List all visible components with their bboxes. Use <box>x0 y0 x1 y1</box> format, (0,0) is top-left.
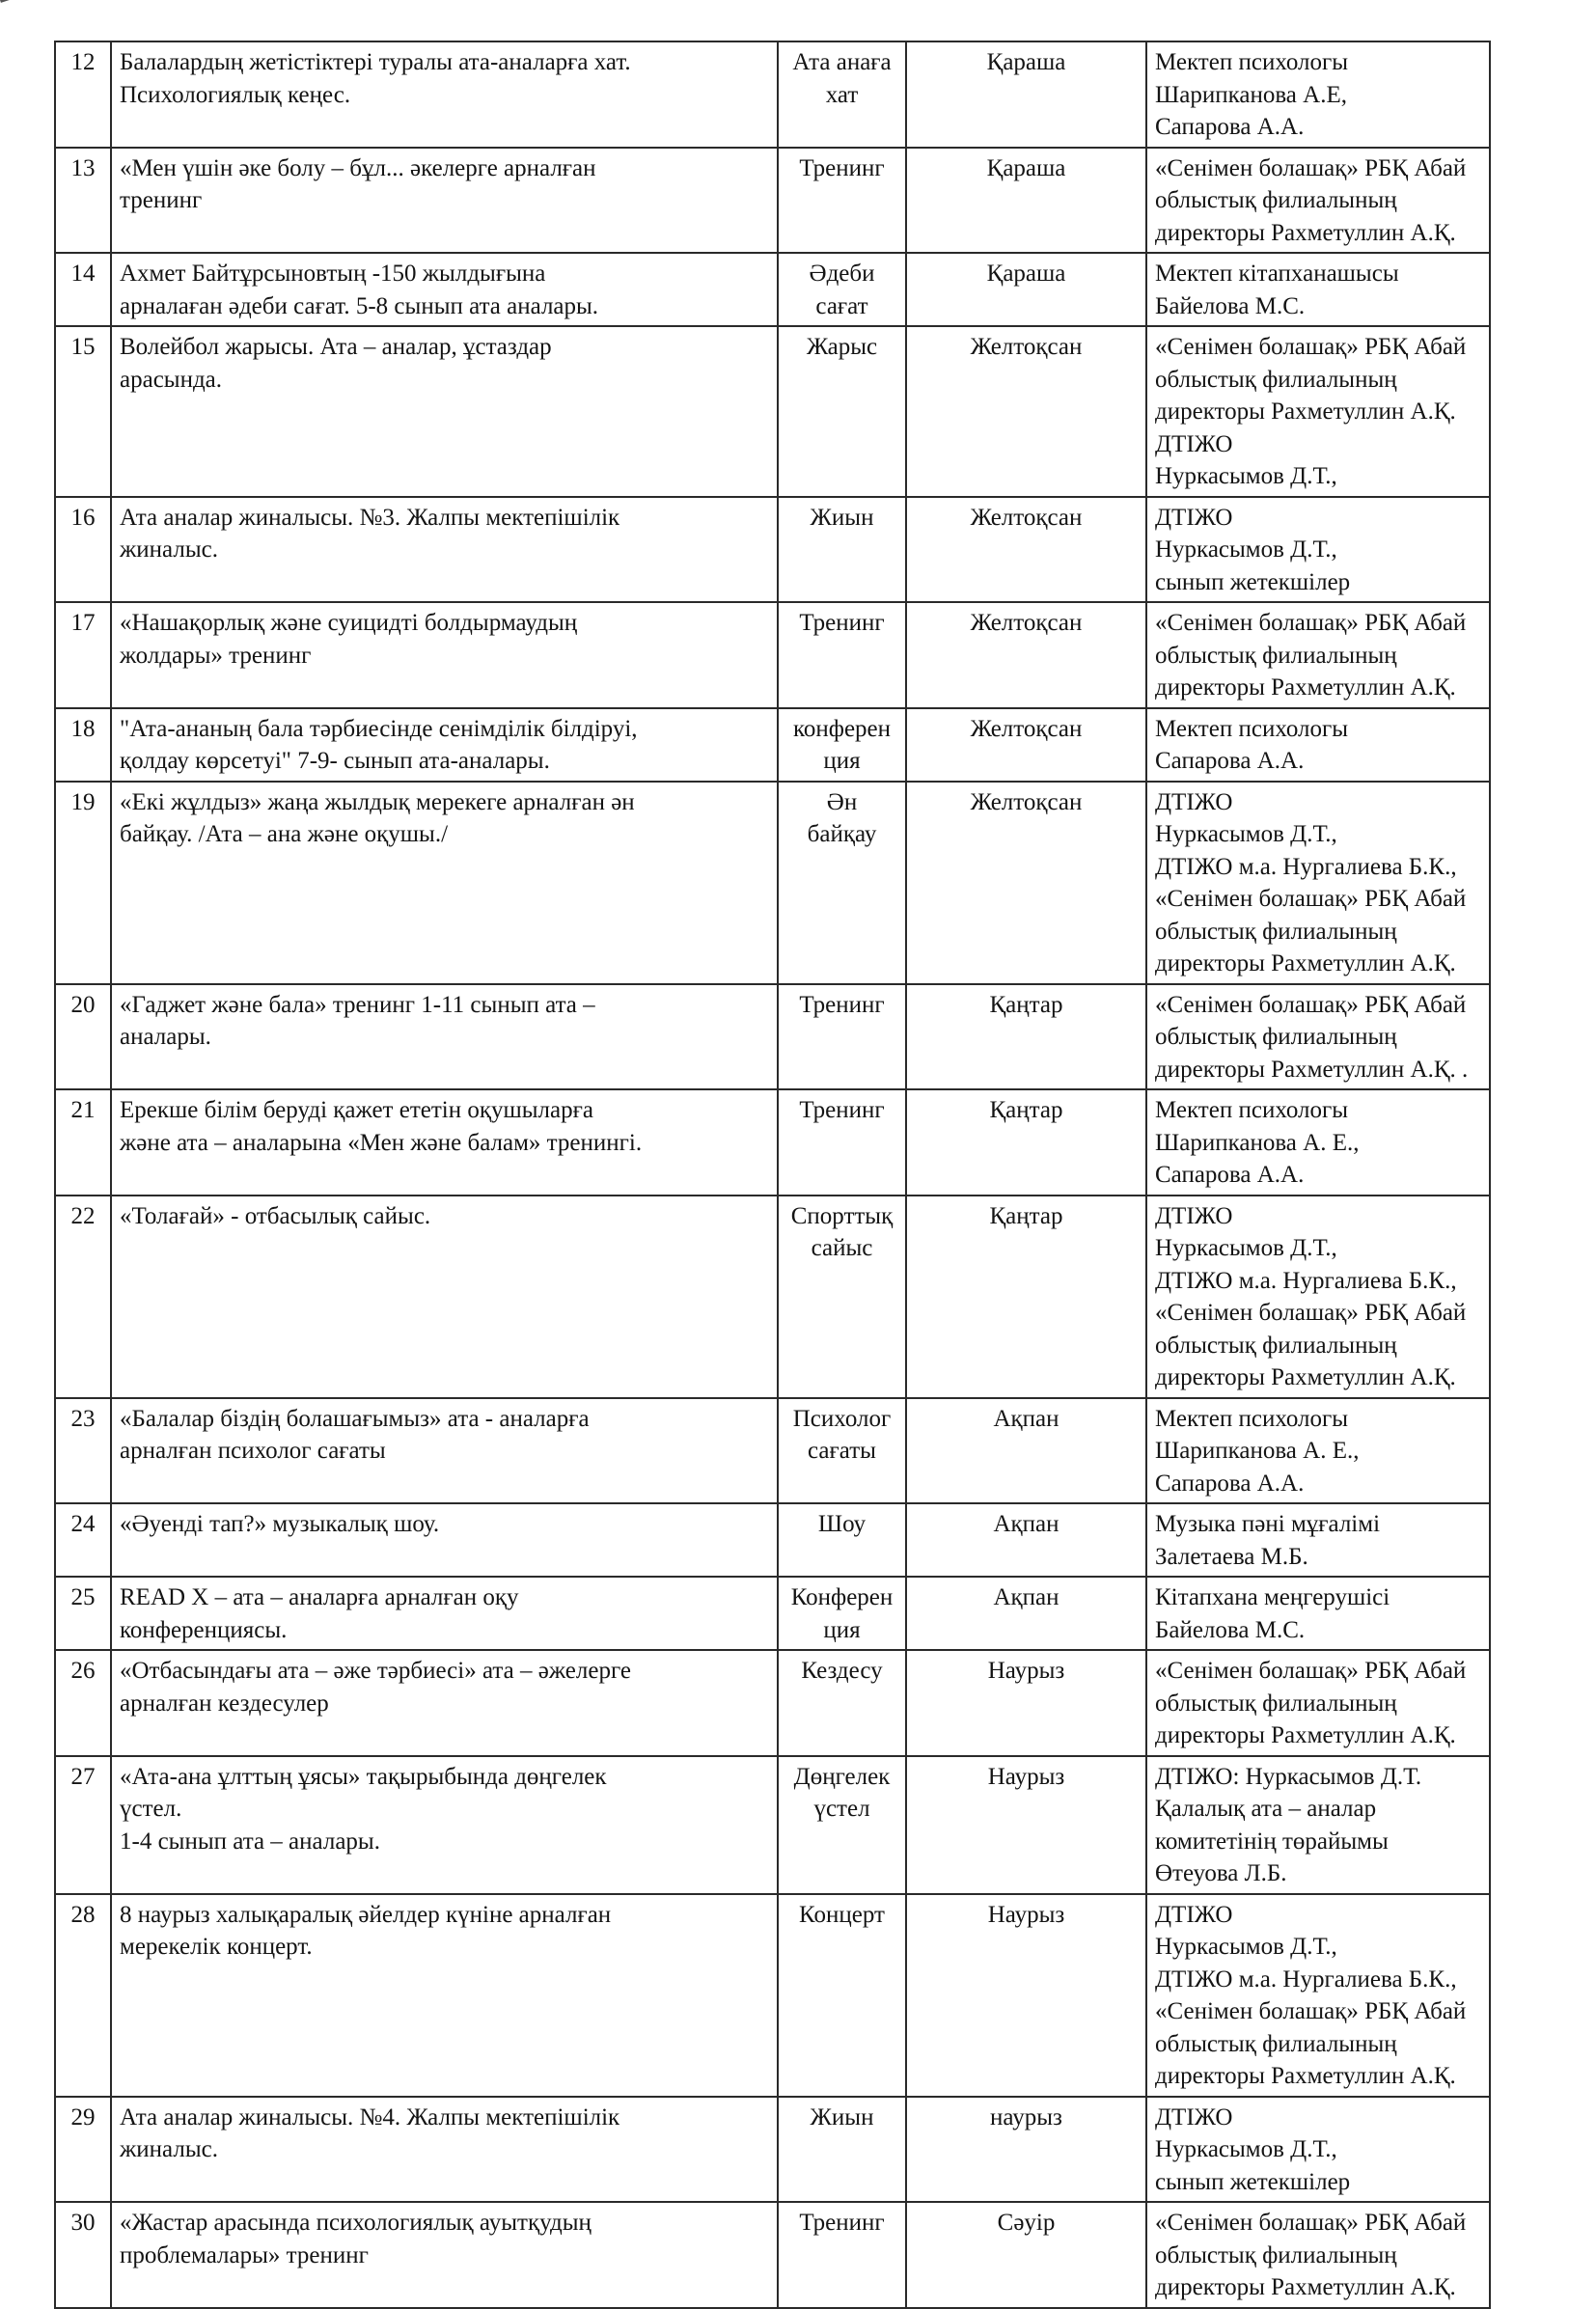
resp-line: ДТІЖО <box>1155 1202 1233 1229</box>
table-row <box>55 782 1490 984</box>
event-form <box>778 148 906 254</box>
row-number: 19 <box>55 782 111 984</box>
resp-line: Байелова М.С. <box>1155 1616 1306 1643</box>
desc-line: жиналыс. <box>120 2136 218 2162</box>
resp-line: облыстық филиалының <box>1155 1332 1397 1359</box>
event-responsible <box>1146 782 1490 984</box>
event-form <box>778 1650 906 1756</box>
resp-line: облыстық филиалының <box>1155 918 1397 945</box>
event-responsible <box>1146 1650 1490 1756</box>
resp-line: Мектеп психологы <box>1155 1405 1349 1432</box>
form-line: Шоу <box>817 1511 867 1537</box>
desc-line: «Екі жұлдыз» жаңа жылдық мерекеге арналған ән <box>120 788 635 815</box>
resp-line: облыстық филиалының <box>1155 366 1397 393</box>
resp-line: сынып жетекшілер <box>1155 568 1351 595</box>
event-month: Ақпан <box>906 1398 1146 1504</box>
event-responsible <box>1146 1503 1490 1577</box>
resp-line: Нуркасымов Д.Т., <box>1155 2136 1337 2162</box>
desc-line: «Әуенді тап?» музыкалық шоу. <box>120 1511 440 1537</box>
event-description <box>111 984 778 1090</box>
table-row <box>55 1398 1490 1504</box>
event-month: Желтоқсан <box>906 326 1146 497</box>
form-line: хат <box>825 81 859 108</box>
resp-line: директоры Рахметуллин А.Қ. <box>1155 1364 1456 1390</box>
resp-line: директоры Рахметуллин А.Қ. <box>1155 219 1456 246</box>
desc-line: «Балалар біздің болашағымыз» ата - аналарға <box>120 1405 590 1432</box>
resp-line: Нуркасымов Д.Т., <box>1155 1934 1337 1960</box>
resp-line: Өтеуова Л.Б. <box>1155 1860 1287 1886</box>
table-row <box>55 2097 1490 2203</box>
resp-line: облыстық филиалының <box>1155 2030 1397 2057</box>
resp-line: директоры Рахметуллин А.Қ. . <box>1155 1056 1469 1083</box>
events-plan-body <box>55 41 1490 2308</box>
resp-line: Кітапхана меңгерушісі <box>1155 1584 1390 1610</box>
form-line: Тренинг <box>799 2210 885 2236</box>
event-form <box>778 497 906 603</box>
desc-line: арналаған әдеби сағат. 5-8 сынып ата аналары. <box>120 292 599 319</box>
resp-line: Нуркасымов Д.Т., <box>1155 463 1337 489</box>
resp-line: «Сенімен болашақ» РБҚ Абай <box>1155 1998 1467 2024</box>
resp-line: Залетаева М.Б. <box>1155 1543 1308 1570</box>
resp-line: ДТІЖО <box>1155 788 1233 815</box>
table-row <box>55 1650 1490 1756</box>
event-form <box>778 1894 906 2097</box>
event-form <box>778 41 906 148</box>
table-row <box>55 326 1490 497</box>
form-line: Концерт <box>799 1901 885 1928</box>
event-month: Қаңтар <box>906 1196 1146 1398</box>
desc-line: аналары. <box>120 1024 211 1050</box>
event-description <box>111 2097 778 2203</box>
event-month: Желтоқсан <box>906 497 1146 603</box>
resp-line: Сапарова А.А. <box>1155 114 1305 140</box>
form-line: Психолог <box>792 1405 892 1432</box>
table-row <box>55 708 1490 782</box>
resp-line: «Сенімен болашақ» РБҚ Абай <box>1155 886 1467 912</box>
event-responsible <box>1146 253 1490 326</box>
resp-line: сынып жетекшілер <box>1155 2168 1351 2195</box>
desc-line: жолдары» тренинг <box>120 642 312 669</box>
table-row <box>55 1196 1490 1398</box>
desc-line: арасында. <box>120 366 223 393</box>
event-description <box>111 2202 778 2308</box>
event-responsible <box>1146 41 1490 148</box>
resp-line: ДТІЖО <box>1155 504 1233 531</box>
event-description <box>111 1089 778 1196</box>
event-form <box>778 326 906 497</box>
event-month: Наурыз <box>906 1650 1146 1756</box>
row-number: 30 <box>55 2202 111 2308</box>
event-description <box>111 602 778 708</box>
resp-line: Нуркасымов Д.Т., <box>1155 821 1337 847</box>
event-responsible <box>1146 326 1490 497</box>
resp-line: ДТІЖО <box>1155 2103 1233 2130</box>
desc-line: Волейбол жарысы. Ата – аналар, ұстаздар <box>120 334 552 360</box>
row-number: 12 <box>55 41 111 148</box>
resp-line: «Сенімен болашақ» РБҚ Абай <box>1155 991 1467 1018</box>
desc-line: «Ата-ана ұлттың ұясы» тақырыбында дөңгелек <box>120 1763 607 1790</box>
desc-line: «Гаджет және бала» тренинг 1-11 сынып ата – <box>120 991 595 1018</box>
desc-line: Ата аналар жиналысы. №3. Жалпы мектепішілік <box>120 504 620 531</box>
resp-line: облыстық филиалының <box>1155 2241 1397 2268</box>
desc-line: арналған психолог сағаты <box>120 1438 386 1464</box>
table-row <box>55 253 1490 326</box>
form-line: Кездесу <box>801 1658 883 1684</box>
event-description <box>111 41 778 148</box>
event-responsible <box>1146 602 1490 708</box>
resp-line: Шарипканова А.Е, <box>1155 81 1347 108</box>
table-row <box>55 602 1490 708</box>
desc-line: конференциясы. <box>120 1616 288 1643</box>
resp-line: ДТІЖО м.а. Нургалиева Б.К., <box>1155 1267 1457 1294</box>
desc-line: Психологиялық кеңес. <box>120 81 351 108</box>
row-number: 16 <box>55 497 111 603</box>
row-number: 15 <box>55 326 111 497</box>
event-responsible <box>1146 1577 1490 1650</box>
form-line: Ата анаға <box>792 49 892 75</box>
event-description <box>111 1894 778 2097</box>
form-line: Жиын <box>810 504 874 531</box>
event-responsible <box>1146 1089 1490 1196</box>
row-number: 25 <box>55 1577 111 1650</box>
event-responsible <box>1146 708 1490 782</box>
event-responsible <box>1146 2097 1490 2203</box>
event-form <box>778 1577 906 1650</box>
resp-line: Нуркасымов Д.Т., <box>1155 536 1337 563</box>
resp-line: ДТІЖО: Нуркасымов Д.Т. <box>1155 1763 1422 1790</box>
row-number: 20 <box>55 984 111 1090</box>
resp-line: «Сенімен болашақ» РБҚ Абай <box>1155 610 1467 636</box>
form-line: Дөңгелек <box>793 1763 891 1790</box>
event-description <box>111 326 778 497</box>
form-line: сайыс <box>811 1235 873 1261</box>
desc-line: қолдау көрсетуі" 7-9- сынып ата-аналары. <box>120 748 550 774</box>
resp-line: «Сенімен болашақ» РБҚ Абай <box>1155 2210 1467 2236</box>
event-responsible <box>1146 984 1490 1090</box>
row-number: 26 <box>55 1650 111 1756</box>
table-row <box>55 984 1490 1090</box>
resp-line: Мектеп кітапханашысы <box>1155 261 1399 287</box>
desc-line: «Нашақорлық және суицидті болдырмаудың <box>120 610 578 636</box>
form-line: ция <box>823 748 861 774</box>
form-line: сағаты <box>808 1438 876 1464</box>
resp-line: директоры Рахметуллин А.Қ. <box>1155 399 1456 425</box>
desc-line: тренинг <box>120 187 203 213</box>
resp-line: Шарипканова А. Е., <box>1155 1129 1360 1156</box>
event-description <box>111 253 778 326</box>
event-month: Желтоқсан <box>906 602 1146 708</box>
resp-line: директоры Рахметуллин А.Қ. <box>1155 2274 1456 2300</box>
event-form <box>778 984 906 1090</box>
resp-line: ДТІЖО <box>1155 430 1233 457</box>
resp-line: облыстық филиалының <box>1155 1690 1397 1717</box>
form-line: сағат <box>815 292 868 319</box>
resp-line: «Сенімен болашақ» РБҚ Абай <box>1155 1658 1467 1684</box>
table-row <box>55 1089 1490 1196</box>
desc-line: үстел. <box>120 1796 182 1822</box>
row-number: 17 <box>55 602 111 708</box>
resp-line: Мектеп психологы <box>1155 1097 1349 1123</box>
event-month: Қараша <box>906 253 1146 326</box>
event-description <box>111 1577 778 1650</box>
table-row <box>55 1894 1490 2097</box>
event-month: Наурыз <box>906 1894 1146 2097</box>
desc-line: Ата аналар жиналысы. №4. Жалпы мектепішілік <box>120 2103 620 2130</box>
event-form <box>778 1089 906 1196</box>
resp-line: директоры Рахметуллин А.Қ. <box>1155 950 1456 976</box>
event-responsible <box>1146 2202 1490 2308</box>
table-row <box>55 497 1490 603</box>
resp-line: Сапарова А.А. <box>1155 748 1305 774</box>
resp-line: директоры Рахметуллин А.Қ. <box>1155 674 1456 701</box>
resp-line: «Сенімен болашақ» РБҚ Абай <box>1155 154 1467 181</box>
event-form <box>778 1503 906 1577</box>
desc-line: жиналыс. <box>120 536 218 563</box>
desc-line: «Жастар арасында психологиялық ауытқудың <box>120 2210 592 2236</box>
form-line: үстел <box>813 1796 870 1822</box>
resp-line: Мектеп психологы <box>1155 715 1349 742</box>
form-line: Жиын <box>810 2103 874 2130</box>
event-responsible <box>1146 1894 1490 2097</box>
desc-line: «Мен үшін әке болу – бұл... әкелерге арналған <box>120 154 596 181</box>
event-month: Қаңтар <box>906 1089 1146 1196</box>
table-row <box>55 1503 1490 1577</box>
resp-line: «Сенімен болашақ» РБҚ Абай <box>1155 1300 1467 1326</box>
event-form <box>778 708 906 782</box>
desc-line: проблемалары» тренинг <box>120 2241 369 2268</box>
event-month: Сәуір <box>906 2202 1146 2308</box>
form-line: Конферен <box>790 1584 894 1610</box>
resp-line: Сапарова А.А. <box>1155 1162 1305 1188</box>
resp-line: облыстық филиалының <box>1155 642 1397 669</box>
event-description <box>111 1650 778 1756</box>
resp-line: Сапарова А.А. <box>1155 1470 1305 1497</box>
event-description <box>111 1196 778 1398</box>
desc-line: арналған кездесулер <box>120 1690 329 1717</box>
resp-line: Шарипканова А. Е., <box>1155 1438 1360 1464</box>
row-number: 21 <box>55 1089 111 1196</box>
table-row <box>55 2202 1490 2308</box>
form-line: конферен <box>792 715 892 742</box>
event-month: Желтоқсан <box>906 708 1146 782</box>
event-month: Наурыз <box>906 1756 1146 1894</box>
form-line: Әдеби <box>809 261 875 287</box>
desc-line: Ахмет Байтұрсыновтың -150 жылдығына <box>120 261 546 287</box>
desc-line: және ата – аналарына «Мен және балам» тренингі. <box>120 1129 643 1156</box>
row-number: 14 <box>55 253 111 326</box>
desc-line: "Ата-ананың бала тәрбиесінде сенімділік білдіруі, <box>120 715 638 742</box>
event-description <box>111 708 778 782</box>
event-form <box>778 782 906 984</box>
resp-line: Музыка пәні мұғалімі <box>1155 1511 1381 1537</box>
event-form <box>778 2202 906 2308</box>
resp-line: ДТІЖО <box>1155 1901 1233 1928</box>
resp-line: облыстық филиалының <box>1155 187 1397 213</box>
event-month: Қаңтар <box>906 984 1146 1090</box>
event-form <box>778 1398 906 1504</box>
resp-line: Нуркасымов Д.Т., <box>1155 1235 1337 1261</box>
form-line: Тренинг <box>799 610 885 636</box>
form-line: Тренинг <box>799 154 885 181</box>
resp-line: комитетінің төрайымы <box>1155 1828 1389 1855</box>
event-form <box>778 2097 906 2203</box>
form-line: Спорттық <box>790 1202 894 1229</box>
form-line: Ән <box>826 788 858 815</box>
form-line: байқау <box>807 821 877 847</box>
event-month: Желтоқсан <box>906 782 1146 984</box>
row-number: 28 <box>55 1894 111 2097</box>
desc-line: Балалардың жетістіктері туралы ата-аналарға хат. <box>120 49 631 75</box>
event-form <box>778 1196 906 1398</box>
event-description <box>111 782 778 984</box>
resp-line: Мектеп психологы <box>1155 49 1349 75</box>
table-row <box>55 1577 1490 1650</box>
resp-line: директоры Рахметуллин А.Қ. <box>1155 1722 1456 1748</box>
event-description <box>111 1756 778 1894</box>
row-number: 23 <box>55 1398 111 1504</box>
event-responsible <box>1146 497 1490 603</box>
event-responsible <box>1146 1398 1490 1504</box>
desc-line: «Отбасындағы ата – әже тәрбиесі» ата – әжелерге <box>120 1658 631 1684</box>
resp-line: Байелова М.С. <box>1155 292 1306 319</box>
row-number: 22 <box>55 1196 111 1398</box>
event-responsible <box>1146 1756 1490 1894</box>
desc-line: «Толағай» - отбасылық сайыс. <box>120 1202 431 1229</box>
event-description <box>111 497 778 603</box>
row-number: 13 <box>55 148 111 254</box>
form-line: Тренинг <box>799 991 885 1018</box>
resp-line: «Сенімен болашақ» РБҚ Абай <box>1155 334 1467 360</box>
event-responsible <box>1146 148 1490 254</box>
desc-line: мерекелік концерт. <box>120 1934 313 1960</box>
event-month: Қараша <box>906 41 1146 148</box>
form-line: Жарыс <box>806 334 878 360</box>
resp-line: директоры Рахметуллин А.Қ. <box>1155 2063 1456 2089</box>
desc-line: READ X – ата – аналарға арналған оқу <box>120 1584 519 1610</box>
resp-line: облыстық филиалының <box>1155 1024 1397 1050</box>
event-form <box>778 253 906 326</box>
events-plan-table <box>54 41 1491 2309</box>
desc-line: 8 наурыз халықаралық әйелдер күніне арналған <box>120 1901 612 1928</box>
event-form <box>778 1756 906 1894</box>
table-row <box>55 1756 1490 1894</box>
event-form <box>778 602 906 708</box>
resp-line: ДТІЖО м.а. Нургалиева Б.К., <box>1155 853 1457 880</box>
resp-line: Қалалық ата – аналар <box>1155 1796 1377 1822</box>
form-line: ция <box>823 1616 861 1643</box>
event-month: наурыз <box>906 2097 1146 2203</box>
event-month: Қараша <box>906 148 1146 254</box>
table-row <box>55 148 1490 254</box>
form-line: Тренинг <box>799 1097 885 1123</box>
row-number: 24 <box>55 1503 111 1577</box>
desc-line: Ерекше білім беруді қажет ететін оқушыларға <box>120 1097 593 1123</box>
desc-line: 1-4 сынып ата – аналары. <box>120 1828 380 1855</box>
row-number: 27 <box>55 1756 111 1894</box>
table-row <box>55 41 1490 148</box>
row-number: 18 <box>55 708 111 782</box>
scan-artifact <box>0 0 28 23</box>
desc-line: байқау. /Ата – ана және оқушы./ <box>120 821 449 847</box>
event-description <box>111 148 778 254</box>
event-description <box>111 1398 778 1504</box>
row-number: 29 <box>55 2097 111 2203</box>
resp-line: ДТІЖО м.а. Нургалиева Б.К., <box>1155 1965 1457 1993</box>
event-month: Ақпан <box>906 1503 1146 1577</box>
event-month: Ақпан <box>906 1577 1146 1650</box>
event-description <box>111 1503 778 1577</box>
event-responsible <box>1146 1196 1490 1398</box>
